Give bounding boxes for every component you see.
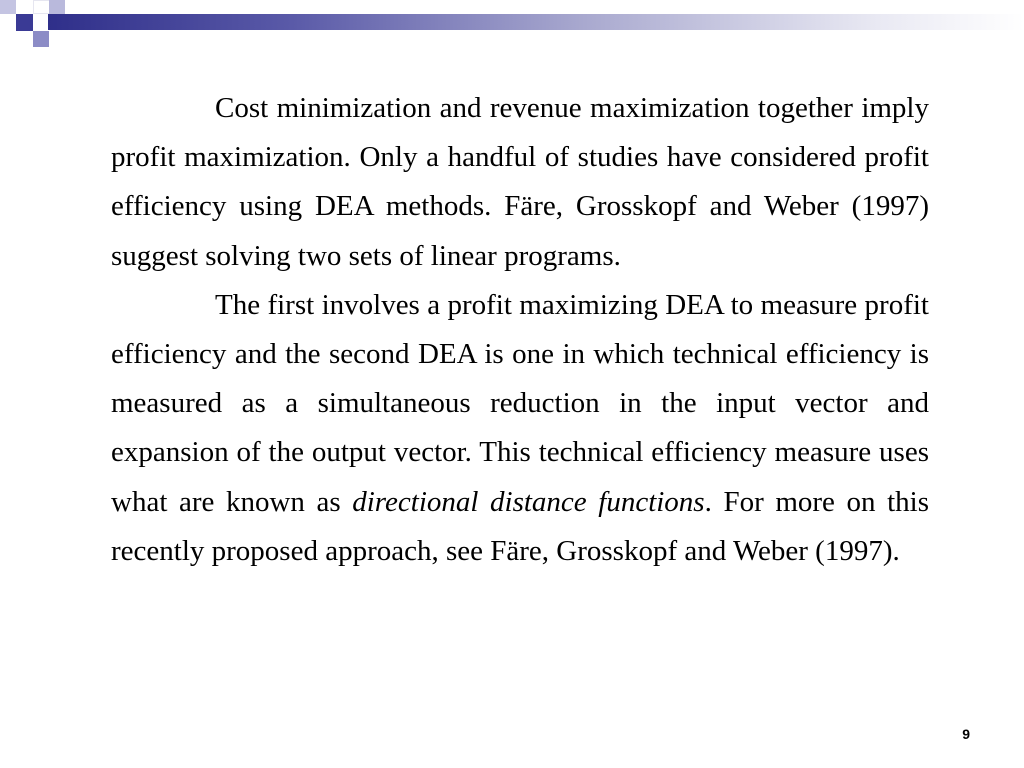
decor-square — [16, 14, 33, 31]
decor-square — [16, 31, 33, 47]
decor-square — [49, 0, 65, 14]
decor-square — [33, 31, 49, 47]
slide-body — [111, 84, 929, 576]
paragraph-2 — [111, 281, 929, 576]
paragraph-1 — [111, 84, 929, 281]
decor-square — [0, 0, 16, 14]
paragraph-2-italic-term: directional distance functions — [352, 485, 705, 518]
decor-square — [33, 0, 50, 14]
page-number: 9 — [962, 726, 970, 742]
paragraph-2-text-a: The first involves a profit maximizing DEA to measure profit efficiency and the second DEA is one in which technical efficiency is measured as a simultaneous reduction in the input vector and expansion of the output vector. This technical efficiency measure uses what are known as — [111, 288, 929, 518]
decor-square — [33, 14, 49, 31]
paragraph-2-text-b: . For more on this recently proposed approach, see Färe, Grosskopf and Weber (1997). — [111, 485, 929, 567]
header-band — [48, 14, 1024, 30]
paragraph-1-text: Cost minimization and revenue maximization together imply profit maximization. Only a handful of studies have considered profit efficiency using DEA methods. Färe, Grosskopf and Weber (1997) suggest solving two sets of linear programs. — [111, 92, 929, 272]
